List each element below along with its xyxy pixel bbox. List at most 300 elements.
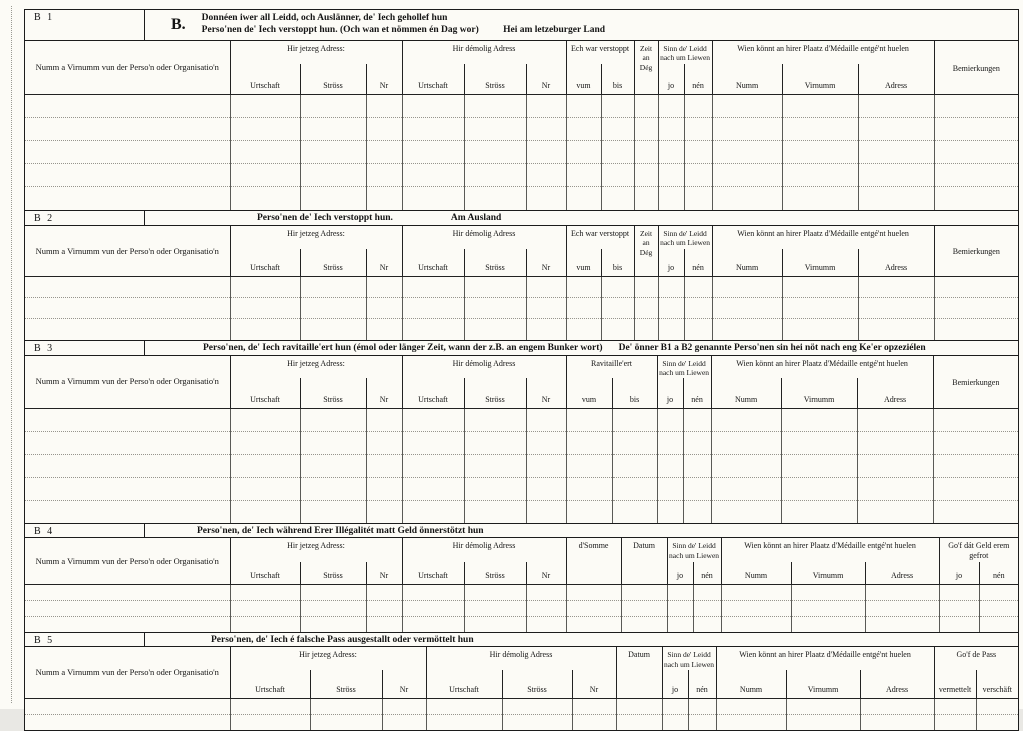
col-header-nr: Nr: [366, 378, 402, 408]
col-header-zeit: Zeit an Dég: [634, 41, 658, 95]
entry-row: [25, 600, 1018, 616]
entry-cell: [464, 584, 526, 600]
entry-cell: [230, 714, 310, 730]
entry-row: [25, 584, 1018, 600]
entry-cell: [300, 118, 366, 141]
entry-cell: [25, 187, 230, 210]
col-header-medal: Wien könnt an hirer Plaatz d'Médaille entgé'nt huelen: [712, 41, 934, 64]
entry-cell: [426, 714, 502, 730]
b3-title-band: [25, 341, 1018, 356]
entry-cell: [566, 500, 612, 523]
entry-cell: [858, 319, 934, 340]
entry-cell: [858, 164, 934, 187]
col-header-current-address: Hir jetzeg Adress:: [230, 538, 402, 562]
entry-cell: [366, 187, 402, 210]
entry-cell: [25, 277, 230, 298]
b5-table: [25, 647, 1018, 730]
col-header-money-returned: Go'f dát Geld erem gefrot: [939, 538, 1018, 562]
form-letter: B.: [171, 16, 186, 33]
entry-cell: [693, 616, 721, 632]
col-header-nr: Nr: [366, 249, 402, 277]
entry-cell: [402, 187, 464, 210]
col-header-bis: bis: [601, 249, 634, 277]
entry-cell: [934, 141, 1018, 164]
col-header-hidden: Ech war verstoppt: [566, 226, 634, 249]
entry-cell: [716, 698, 786, 714]
entry-cell: [230, 187, 300, 210]
entry-cell: [230, 584, 300, 600]
entry-cell: [601, 95, 634, 118]
col-header-numm: Numm: [721, 562, 791, 584]
entry-cell: [781, 477, 857, 500]
col-header-nr: Nr: [526, 378, 566, 408]
section-b4: [24, 523, 1019, 633]
entry-cell: [25, 408, 230, 431]
entry-cell: [464, 477, 526, 500]
entry-cell: [300, 141, 366, 164]
col-header-pass-given: Go'f de Pass: [934, 647, 1018, 670]
entry-cell: [402, 298, 464, 319]
entry-row: [25, 187, 1018, 210]
entry-cell: [658, 319, 684, 340]
col-header-stross: Ströss: [464, 64, 526, 95]
entry-cell: [566, 616, 621, 632]
entry-cell: [934, 95, 1018, 118]
entry-cell: [711, 477, 781, 500]
entry-cell: [711, 408, 781, 431]
entry-cell: [786, 698, 860, 714]
col-header-urtschaft: Urtschaft: [402, 249, 464, 277]
entry-cell: [934, 698, 976, 714]
entry-cell: [684, 298, 712, 319]
entry-cell: [566, 408, 612, 431]
col-header-vermettelt: vermettelt: [934, 670, 976, 698]
col-header-numm: Numm: [711, 378, 781, 408]
col-header-jo: jo: [658, 249, 684, 277]
col-header-former-address: Hir démolig Adress: [402, 356, 566, 379]
col-header-stross: Ströss: [300, 249, 366, 277]
col-header-remarks: Bemierkungen: [934, 226, 1018, 277]
b1-table: [25, 41, 1018, 210]
b3-subtitle: De' önner B1 a B2 genannte Perso'nen sin hei nöt nach eng Ke'er opzeziélen: [618, 342, 926, 353]
entry-cell: [934, 298, 1018, 319]
col-header-adress: Adress: [858, 64, 934, 95]
entry-cell: [464, 95, 526, 118]
entry-cell: [526, 277, 566, 298]
entry-cell: [712, 164, 782, 187]
entry-cell: [858, 141, 934, 164]
entry-cell: [601, 319, 634, 340]
col-header-urtschaft: Urtschaft: [402, 378, 464, 408]
entry-cell: [612, 408, 657, 431]
entry-cell: [300, 298, 366, 319]
col-header-nen: nén: [688, 670, 716, 698]
entry-cell: [933, 431, 1018, 454]
entry-cell: [300, 187, 366, 210]
col-header-stross: Ströss: [300, 562, 366, 584]
entry-cell: [25, 118, 230, 141]
col-header-former-address: Hir démolig Adress: [402, 538, 566, 562]
b4-title: Perso'nen, de' Iech während Erer Illégalitét matt Geld önnerstötzt hun: [197, 525, 484, 536]
entry-cell: [300, 616, 366, 632]
entry-cell: [464, 187, 526, 210]
b2-title-band: [25, 211, 1018, 226]
entry-cell: [601, 277, 634, 298]
entry-cell: [25, 95, 230, 118]
entry-cell: [683, 431, 711, 454]
col-header-ravitaille: Ravitaille'ert: [566, 356, 657, 379]
entry-cell: [711, 454, 781, 477]
entry-cell: [684, 95, 712, 118]
entry-cell: [526, 431, 566, 454]
entry-cell: [858, 298, 934, 319]
col-header-adress: Adress: [865, 562, 939, 584]
col-header-virnumm: Virnumm: [791, 562, 865, 584]
entry-cell: [300, 431, 366, 454]
entry-cell: [684, 187, 712, 210]
entry-cell: [402, 477, 464, 500]
entry-cell: [366, 454, 402, 477]
entry-cell: [25, 298, 230, 319]
b1-section-label: B 1: [25, 10, 145, 40]
entry-cell: [402, 454, 464, 477]
col-header-medal: Wien könnt an hirer Plaatz d'Médaille entgé'nt huelen: [712, 226, 934, 249]
entry-cell: [230, 298, 300, 319]
entry-cell: [712, 298, 782, 319]
entry-cell: [25, 164, 230, 187]
entry-cell: [426, 698, 502, 714]
entry-cell: [402, 584, 464, 600]
entry-cell: [658, 141, 684, 164]
entry-cell: [464, 164, 526, 187]
entry-cell: [230, 616, 300, 632]
entry-cell: [711, 500, 781, 523]
entry-cell: [860, 714, 934, 730]
entry-cell: [25, 714, 230, 730]
col-header-urtschaft: Urtschaft: [230, 249, 300, 277]
entry-cell: [658, 187, 684, 210]
entry-cell: [464, 431, 526, 454]
entry-cell: [366, 95, 402, 118]
entry-cell: [979, 600, 1018, 616]
col-header-current-address: Hir jetzeg Adress:: [230, 41, 402, 64]
entry-cell: [601, 118, 634, 141]
entry-cell: [621, 616, 667, 632]
entry-cell: [402, 95, 464, 118]
col-header-current-address: Hir jetzeg Adress:: [230, 226, 402, 249]
entry-cell: [566, 187, 601, 210]
entry-cell: [566, 298, 601, 319]
entry-cell: [657, 431, 683, 454]
col-header-urtschaft: Urtschaft: [230, 562, 300, 584]
entry-cell: [865, 600, 939, 616]
col-header-urtschaft: Urtschaft: [402, 562, 464, 584]
col-header-virnumm: Virnumm: [782, 249, 858, 277]
entry-cell: [976, 714, 1018, 730]
entry-cell: [230, 141, 300, 164]
col-header-name: Numm a Virnumm vun der Perso'n oder Organisatio'n: [25, 356, 230, 409]
col-header-stross: Ströss: [502, 670, 572, 698]
entry-cell: [25, 431, 230, 454]
entry-cell: [684, 164, 712, 187]
entry-cell: [300, 319, 366, 340]
b1-title-line2-text: Perso'nen de' Iech verstoppt hun. (Och wan et nömmen én Dag wor): [201, 25, 479, 35]
col-header-name: Numm a Virnumm vun der Perso'n oder Organisatio'n: [25, 41, 230, 95]
entry-cell: [300, 600, 366, 616]
entry-cell: [366, 164, 402, 187]
entry-cell: [782, 95, 858, 118]
b4-section-label: B 4: [25, 524, 145, 537]
entry-row: [25, 714, 1018, 730]
col-header-vum: vum: [566, 64, 601, 95]
col-header-alive: Sinn de' Leidd nach um Liewen: [662, 647, 716, 670]
entry-cell: [230, 431, 300, 454]
entry-cell: [934, 277, 1018, 298]
entry-row: [25, 616, 1018, 632]
entry-cell: [464, 277, 526, 298]
entry-cell: [634, 95, 658, 118]
entry-cell: [658, 95, 684, 118]
entry-cell: [526, 118, 566, 141]
entry-cell: [939, 584, 979, 600]
entry-cell: [230, 500, 300, 523]
entry-cell: [693, 600, 721, 616]
entry-cell: [865, 616, 939, 632]
entry-cell: [526, 408, 566, 431]
b1-title-line2: [202, 25, 605, 37]
col-header-nr: Nr: [366, 64, 402, 95]
entry-cell: [464, 616, 526, 632]
col-header-somme: d'Somme: [566, 538, 621, 584]
col-header-urtschaft: Urtschaft: [230, 64, 300, 95]
entry-cell: [566, 454, 612, 477]
entry-cell: [939, 600, 979, 616]
col-header-nen: nén: [979, 562, 1018, 584]
entry-cell: [933, 454, 1018, 477]
entry-cell: [721, 584, 791, 600]
col-header-alive: Sinn de' Leidd nach um Liewen: [657, 356, 711, 379]
entry-cell: [934, 187, 1018, 210]
col-header-jo: jo: [658, 64, 684, 95]
entry-cell: [464, 118, 526, 141]
entry-cell: [25, 454, 230, 477]
entry-cell: [634, 141, 658, 164]
entry-cell: [601, 141, 634, 164]
col-header-stross: Ströss: [310, 670, 382, 698]
entry-cell: [976, 698, 1018, 714]
col-header-medal: Wien könnt an hirer Plaatz d'Médaille entgé'nt huelen: [716, 647, 934, 670]
entry-cell: [526, 319, 566, 340]
col-header-former-address: Hir démolig Adress: [402, 41, 566, 64]
section-b3: [24, 340, 1019, 525]
entry-cell: [634, 319, 658, 340]
col-header-numm: Numm: [716, 670, 786, 698]
entry-cell: [658, 118, 684, 141]
entry-cell: [684, 118, 712, 141]
col-header-nen: nén: [693, 562, 721, 584]
scan-edge-artifact: [11, 6, 12, 703]
b1-titles: [202, 13, 605, 37]
entry-cell: [402, 164, 464, 187]
entry-cell: [684, 319, 712, 340]
b2-title: Perso'nen de' Iech verstoppt hun.: [257, 212, 393, 223]
col-header-numm: Numm: [712, 64, 782, 95]
entry-cell: [934, 164, 1018, 187]
b3-table: [25, 356, 1018, 524]
col-header-jo: jo: [667, 562, 693, 584]
b2-section-label: B 2: [25, 211, 145, 225]
entry-cell: [402, 319, 464, 340]
b1-title-band: [25, 10, 1018, 41]
entry-cell: [782, 164, 858, 187]
entry-cell: [712, 319, 782, 340]
entry-row: [25, 141, 1018, 164]
b2-table: [25, 226, 1018, 340]
entry-cell: [621, 584, 667, 600]
entry-cell: [310, 714, 382, 730]
entry-cell: [693, 584, 721, 600]
entry-row: [25, 95, 1018, 118]
entry-cell: [366, 600, 402, 616]
entry-cell: [782, 141, 858, 164]
entry-cell: [526, 616, 566, 632]
entry-cell: [572, 698, 616, 714]
col-header-stross: Ströss: [464, 378, 526, 408]
entry-cell: [860, 698, 934, 714]
entry-cell: [566, 600, 621, 616]
b5-title: Perso'nen, de' Iech é falsche Pass ausgestallt oder vermöttelt hun: [211, 634, 474, 645]
entry-cell: [382, 714, 426, 730]
col-header-alive: Sinn de' Leidd nach um Liewen: [658, 226, 712, 249]
entry-cell: [601, 298, 634, 319]
entry-cell: [658, 298, 684, 319]
col-header-vum: vum: [566, 378, 612, 408]
entry-row: [25, 431, 1018, 454]
entry-cell: [712, 277, 782, 298]
entry-cell: [658, 277, 684, 298]
entry-cell: [230, 277, 300, 298]
entry-cell: [621, 600, 667, 616]
entry-cell: [526, 500, 566, 523]
entry-cell: [782, 187, 858, 210]
entry-cell: [230, 408, 300, 431]
entry-row: [25, 164, 1018, 187]
b2-subtitle: Am Ausland: [450, 212, 502, 223]
entry-cell: [25, 141, 230, 164]
entry-cell: [857, 408, 933, 431]
col-header-stross: Ströss: [300, 64, 366, 95]
entry-cell: [612, 500, 657, 523]
entry-cell: [857, 454, 933, 477]
entry-cell: [464, 298, 526, 319]
col-header-jo: jo: [939, 562, 979, 584]
col-header-nr: Nr: [366, 562, 402, 584]
entry-cell: [566, 164, 601, 187]
entry-cell: [657, 454, 683, 477]
entry-cell: [782, 118, 858, 141]
col-header-former-address: Hir démolig Adress: [402, 226, 566, 249]
entry-cell: [781, 431, 857, 454]
entry-cell: [857, 477, 933, 500]
entry-cell: [566, 584, 621, 600]
entry-row: [25, 698, 1018, 714]
entry-cell: [402, 408, 464, 431]
entry-cell: [634, 277, 658, 298]
entry-cell: [933, 477, 1018, 500]
col-header-nen: nén: [684, 249, 712, 277]
entry-cell: [366, 118, 402, 141]
col-header-former-address: Hir démolig Adress: [426, 647, 616, 670]
b3-section-label: B 3: [25, 341, 145, 355]
b5-title-band: [25, 633, 1018, 647]
entry-cell: [716, 714, 786, 730]
entry-row: [25, 277, 1018, 298]
entry-cell: [601, 187, 634, 210]
col-header-nr: Nr: [572, 670, 616, 698]
entry-cell: [791, 600, 865, 616]
entry-cell: [25, 319, 230, 340]
entry-cell: [300, 164, 366, 187]
entry-cell: [300, 500, 366, 523]
entry-cell: [300, 454, 366, 477]
entry-cell: [781, 454, 857, 477]
entry-cell: [402, 616, 464, 632]
col-header-remarks: Bemierkungen: [933, 356, 1018, 409]
col-header-stross: Ströss: [300, 378, 366, 408]
entry-cell: [786, 714, 860, 730]
entry-cell: [688, 714, 716, 730]
col-header-medal: Wien könnt an hirer Plaatz d'Médaille entgé'nt huelen: [721, 538, 939, 562]
col-header-virnumm: Virnumm: [786, 670, 860, 698]
entry-cell: [382, 698, 426, 714]
entry-cell: [657, 477, 683, 500]
entry-cell: [526, 477, 566, 500]
col-header-adress: Adress: [860, 670, 934, 698]
entry-cell: [526, 187, 566, 210]
col-header-vum: vum: [566, 249, 601, 277]
col-header-remarks: Bemierkungen: [934, 41, 1018, 95]
col-header-numm: Numm: [712, 249, 782, 277]
entry-cell: [566, 319, 601, 340]
entry-cell: [526, 584, 566, 600]
entry-cell: [933, 408, 1018, 431]
entry-row: [25, 298, 1018, 319]
entry-cell: [402, 600, 464, 616]
entry-cell: [712, 118, 782, 141]
col-header-bis: bis: [612, 378, 657, 408]
col-header-verschaft: verschäft: [976, 670, 1018, 698]
entry-row: [25, 319, 1018, 340]
entry-cell: [402, 277, 464, 298]
entry-cell: [300, 95, 366, 118]
b4-title-band: [25, 524, 1018, 538]
entry-cell: [230, 95, 300, 118]
entry-cell: [657, 500, 683, 523]
section-b1: [24, 9, 1019, 211]
col-header-jo: jo: [662, 670, 688, 698]
col-header-urtschaft: Urtschaft: [230, 378, 300, 408]
entry-cell: [230, 118, 300, 141]
entry-cell: [402, 141, 464, 164]
entry-cell: [683, 477, 711, 500]
entry-cell: [616, 698, 662, 714]
entry-cell: [300, 584, 366, 600]
entry-cell: [566, 95, 601, 118]
entry-cell: [25, 616, 230, 632]
entry-cell: [857, 431, 933, 454]
entry-cell: [858, 95, 934, 118]
entry-cell: [616, 714, 662, 730]
